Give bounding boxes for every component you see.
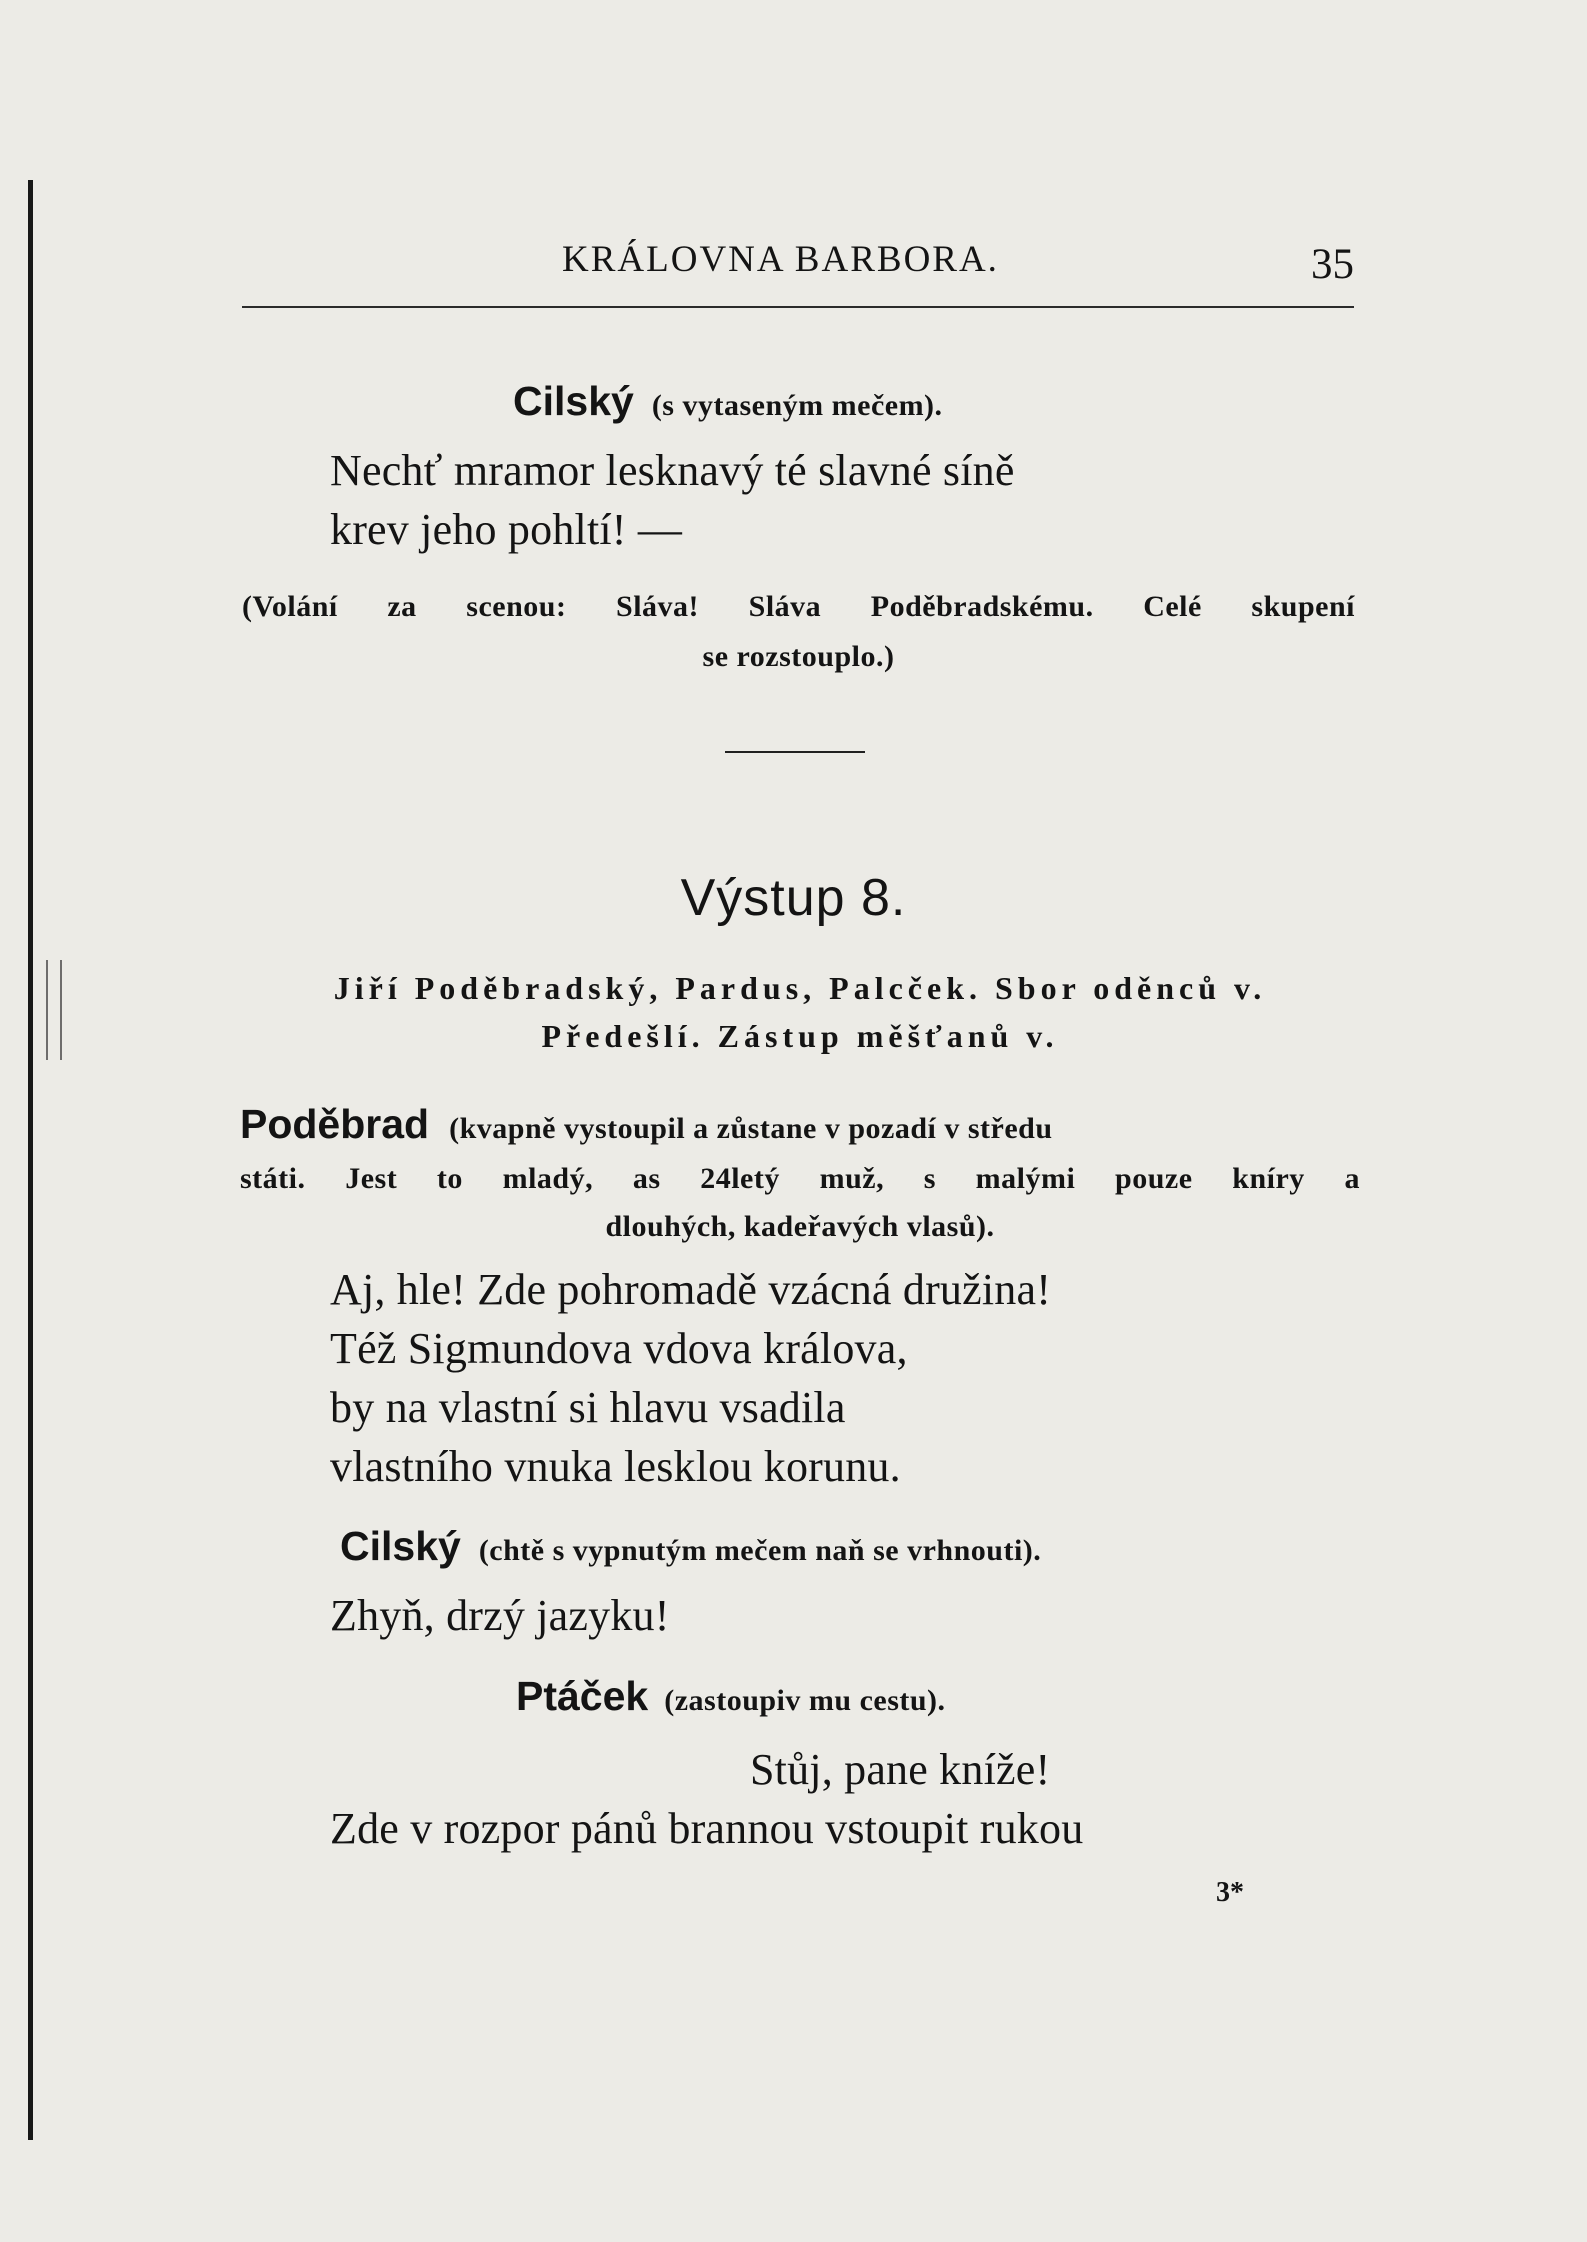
speaker-line — [516, 1673, 946, 1720]
verse-line: Zde v rozpor pánů brannou vstoupit rukou — [330, 1804, 1084, 1853]
stage-direction-line: státi. Jest to mladý, as 24letý muž, s malými pouze kníry a — [240, 1162, 1360, 1195]
verse-line: by na vlastní si hlavu vsadila — [330, 1383, 846, 1432]
stage-direction: (zastoupiv mu cestu). — [664, 1684, 946, 1717]
verse-line: krev jeho pohltí! — — [330, 505, 683, 554]
verse-line: vlastního vnuka lesklou korunu. — [330, 1442, 901, 1491]
speaker-line — [240, 1101, 1360, 1148]
stage-direction: (s vytaseným mečem). — [651, 389, 943, 422]
verse-line: Stůj, pane kníže! — [750, 1745, 1051, 1794]
page-header — [242, 232, 1354, 312]
speaker-name: Cilský — [513, 378, 634, 424]
verse-line: Též Sigmundova vdova králova, — [330, 1324, 908, 1373]
stage-direction-line: dlouhých, kadeřavých vlasů). — [605, 1210, 995, 1243]
page-binding-edge — [28, 180, 33, 2140]
signature-mark: 3* — [1216, 1877, 1244, 1908]
speaker-name: Ptáček — [516, 1673, 649, 1719]
speaker-name: Poděbrad — [240, 1101, 430, 1147]
scene-heading: Výstup 8. — [680, 869, 907, 927]
page-margin-marks — [46, 960, 62, 1060]
speaker-line — [513, 378, 943, 425]
cast-list-line: Předešlí. Zástup měšťanů v. — [541, 1018, 1059, 1054]
stage-direction: (chtě s vypnutým mečem naň se vrhnouti). — [478, 1534, 1042, 1567]
stage-direction: (kvapně vystoupil a zůstane v pozadí v středu — [449, 1112, 1053, 1145]
verse-line: Nechť mramor lesknavý té slavné síně — [330, 446, 1015, 495]
page-number: 35 — [1311, 241, 1354, 288]
verse-line: Aj, hle! Zde pohromadě vzácná družina! — [330, 1265, 1052, 1314]
section-divider — [725, 751, 865, 753]
speaker-name: Cilský — [340, 1523, 461, 1569]
cast-list-line: Jiří Poděbradský, Pardus, Palcček. Sbor oděnců v. — [333, 970, 1267, 1006]
verse-line: Zhyň, drzý jazyku! — [330, 1591, 670, 1640]
running-title: KRÁLOVNA BARBORA. — [562, 239, 999, 280]
header-rule — [242, 306, 1354, 308]
stage-direction-line: se rozstouplo.) — [702, 640, 895, 673]
speaker-line — [340, 1523, 1041, 1570]
stage-direction-line: (Volání za scenou: Sláva! Sláva Poděbradskému. Celé skupení — [242, 590, 1355, 623]
